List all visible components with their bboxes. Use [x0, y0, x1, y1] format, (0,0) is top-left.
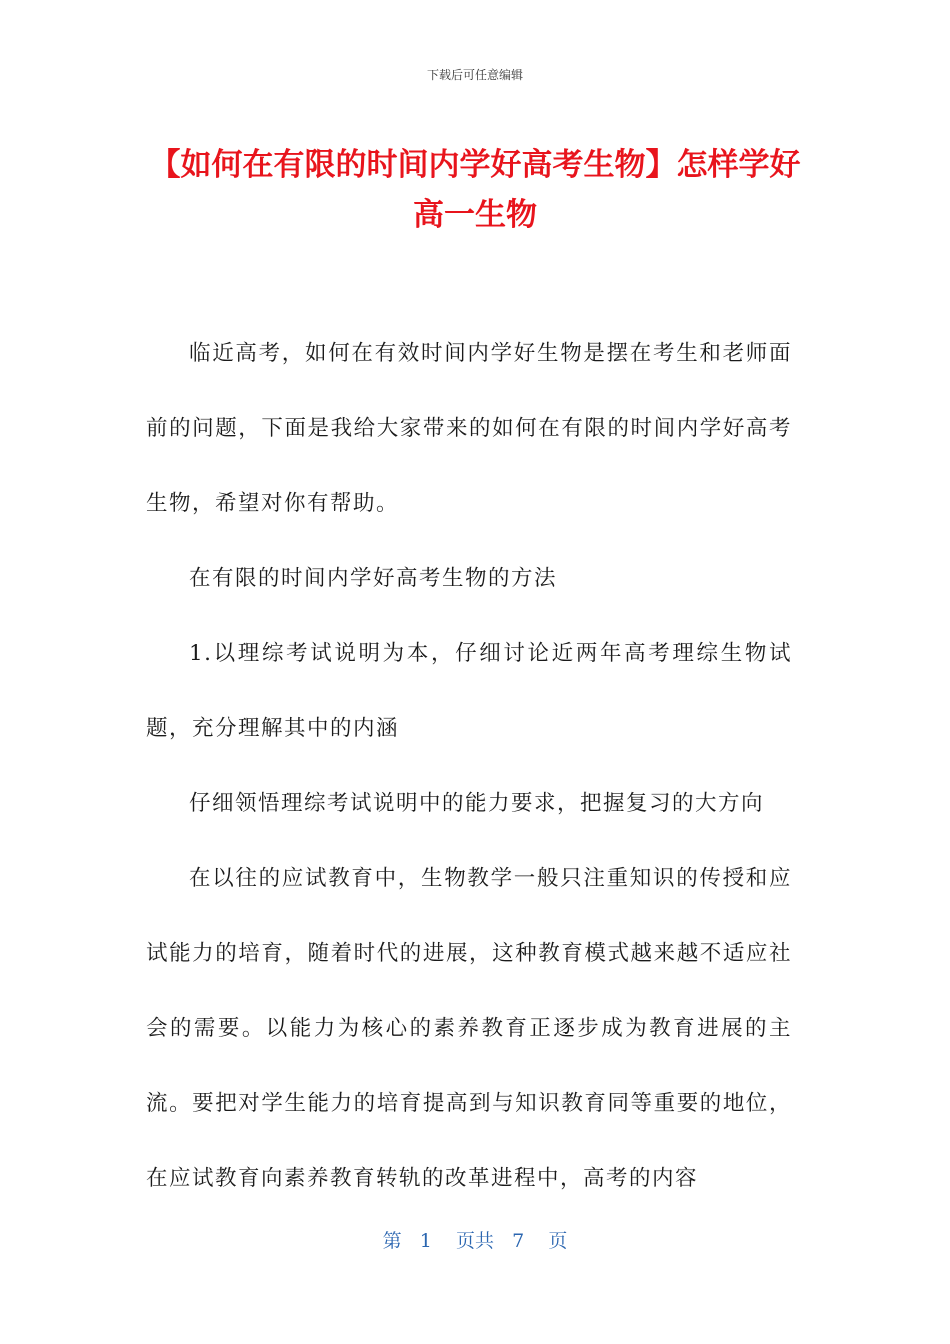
current-page-number: 1	[419, 1230, 432, 1252]
paragraph-ability-requirements: 仔细领悟理综考试说明中的能力要求，把握复习的大方向	[189, 791, 765, 816]
footer-mid: 页共	[455, 1230, 494, 1252]
footer-suffix: 页	[548, 1230, 568, 1252]
document-title: 【如何在有限的时间内学好高考生物】怎样学好高一生物	[149, 147, 801, 233]
paragraph-section-heading: 在有限的时间内学好高考生物的方法	[189, 566, 558, 591]
page-number-footer	[0, 1226, 950, 1253]
paragraph-education-reform: 在以往的应试教育中，生物教学一般只注重知识的传授和应试能力的培育，随着时代的进展，这种教育模式越来越不适应社会的需要。以能力为核心的素养教育正逐步成为教育进展的主流。要把对学生能力的培育提高到与知识教育同等重要的地位，在应试教育向素养教育转轨的改革进程中，高考的内容	[146, 866, 792, 1191]
footer-prefix: 第	[382, 1230, 402, 1252]
total-pages-number: 7	[512, 1230, 525, 1252]
paragraph-intro: 临近高考，如何在有效时间内学好生物是摆在考生和老师面前的问题，下面是我给大家带来的如何在有限的时间内学好高考生物，希望对你有帮助。	[146, 341, 792, 516]
download-note: 下载后可任意编辑	[426, 68, 523, 82]
paragraph-point-1: 1.以理综考试说明为本，仔细讨论近两年高考理综生物试题，充分理解其中的内涵	[146, 641, 792, 741]
document-body	[146, 316, 792, 1216]
